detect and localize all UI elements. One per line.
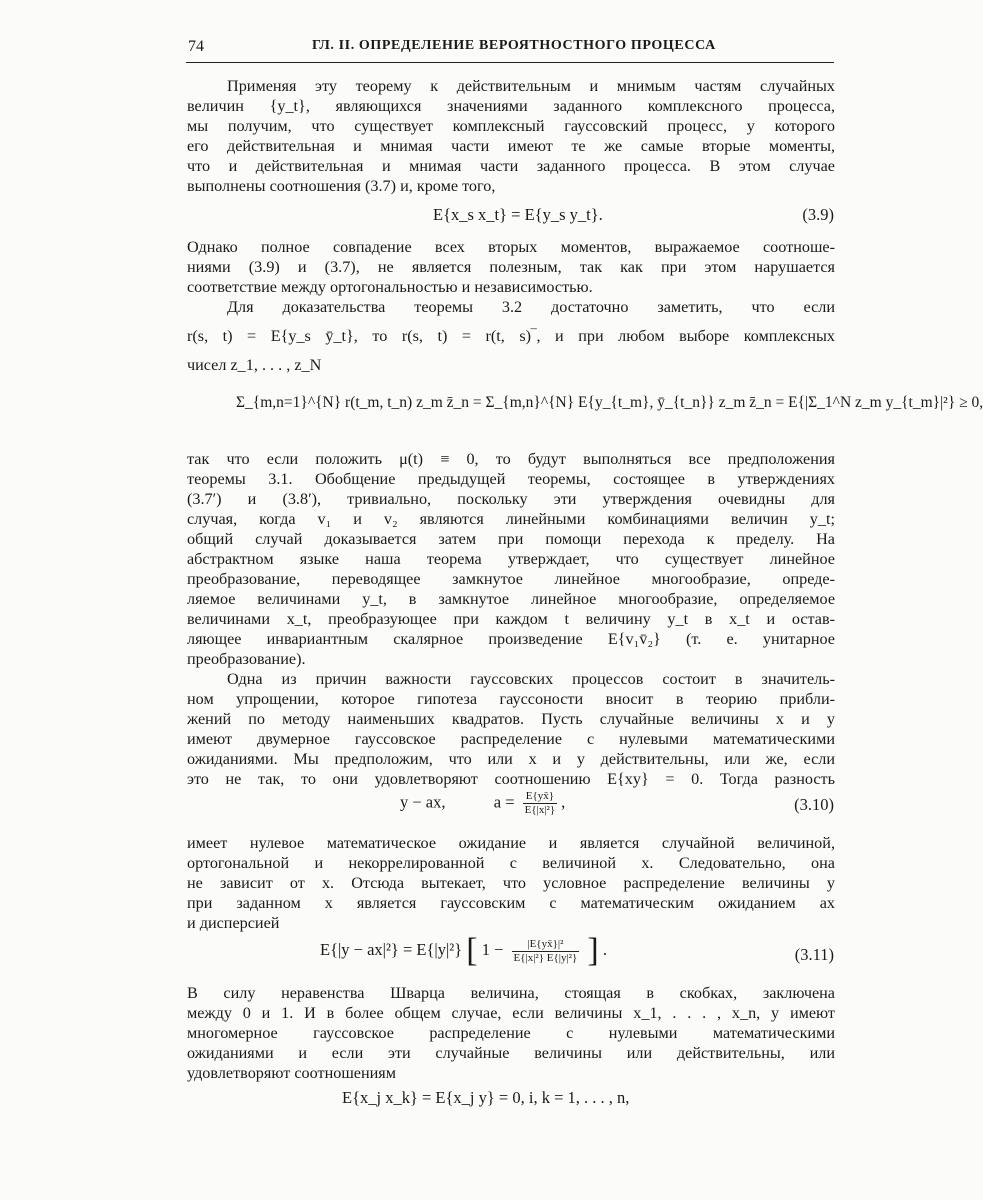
equation-last: E{x_j x_k} = E{x_j y} = 0, i, k = 1, . . . , n, bbox=[342, 1088, 630, 1107]
text-line: чисел z_1, . . . , z_N bbox=[187, 356, 322, 374]
text-line: соответствие между ортогональностью и независимостью. bbox=[187, 278, 593, 296]
equation-3-9: E{x_s x_t} = E{y_s y_t}. bbox=[433, 205, 603, 224]
text-line: величинами x_t, преобразующее при каждом t величину y_t в x_t и остав- bbox=[187, 610, 835, 628]
equation-number: (3.9) bbox=[802, 205, 834, 224]
eq-3-10-fraction bbox=[523, 790, 557, 817]
eq-3-10-left: y − ax, bbox=[400, 792, 446, 812]
text-line: величин {y_t}, являющихся значениями заданного комплексного процесса, bbox=[187, 97, 835, 115]
text-line: его действительная и мнимая части имеют те же самые вторые моменты, bbox=[187, 137, 835, 155]
text-line: ожиданиями. Мы предположим, что или x и y действительны, или же, если bbox=[187, 750, 835, 768]
text-line: (3.7′) и (3.8′), тривиально, поскольку эти утверждения очевидны для bbox=[187, 490, 835, 508]
text-line: имеет нулевое математическое ожидание и является случайной величиной, bbox=[187, 834, 835, 852]
text-line: ляющее инвариантным скалярное произведение E{v₁v̄₂} (т. е. унитарное bbox=[187, 630, 835, 648]
header-rule bbox=[186, 62, 834, 63]
eq-3-11-left: E{|y − ax|²} = E{|y|²} bbox=[320, 939, 463, 959]
equation-number: (3.11) bbox=[794, 945, 834, 964]
text-line: жений по методу наименьших квадратов. Пусть случайные величины x и y bbox=[187, 710, 835, 728]
text-line: это не так, то они удовлетворяют соотношению E{xy} = 0. Тогда разность bbox=[187, 770, 835, 788]
text-line: Применяя эту теорему к действительным и мнимым частям случайных bbox=[227, 77, 835, 95]
eq-3-10-a: a = bbox=[493, 792, 515, 812]
text-line: что и действительная и мнимая части заданного процесса. В этом случае bbox=[187, 157, 835, 175]
text-line: мы получим, что существует комплексный гауссовский процесс, у которого bbox=[187, 117, 835, 135]
text-line: Одна из причин важности гауссовских процессов состоит в значитель- bbox=[227, 670, 835, 688]
text-line: между 0 и 1. И в более общем случае, если величины x_1, . . . , x_n, y имеют bbox=[187, 1004, 835, 1022]
text-line: преобразование). bbox=[187, 650, 306, 668]
text-line: Однако полное совпадение всех вторых моментов, выражаемое соотноше- bbox=[187, 238, 835, 256]
text-line: так что если положить μ(t) ≡ 0, то будут выполняться все предположения bbox=[187, 450, 835, 468]
equation-3-10: y − ax, a = $\frac{E\{yx̄\}}{\text{E\{|x|²\}}}$ , bbox=[400, 790, 566, 816]
text-line: ортогональной и некоррелированной с величиной x. Следовательно, она bbox=[187, 854, 835, 872]
text-line: ляемое величинами y_t, в замкнутое линейное многообразие, определяемое bbox=[187, 590, 835, 608]
fraction-denominator: E{|x|²} bbox=[524, 804, 556, 816]
text-line: не зависит от x. Отсюда вытекает, что условное распределение величины y bbox=[187, 874, 835, 892]
text-line: ожиданиями и если эти случайные величины или действительны, или bbox=[187, 1044, 835, 1062]
text-line: многомерное гауссовское распределение с нулевыми математическими bbox=[187, 1024, 835, 1042]
text-line: ном упрощении, которое гипотеза гауссоности вносит в теорию прибли- bbox=[187, 690, 835, 708]
text-line: преобразование, переводящее замкнутое линейное многообразие, опреде- bbox=[187, 570, 835, 588]
text-line: имеют двумерное гауссовское распределение с нулевыми математическими bbox=[187, 730, 835, 748]
text-line: В силу неравенства Шварца величина, стоящая в скобках, заключена bbox=[187, 984, 835, 1002]
text-line: случая, когда v₁ и v₂ являются линейными комбинациями величин y_t; bbox=[187, 510, 835, 528]
eq-3-11-fraction bbox=[512, 938, 580, 965]
bracket-close: ] bbox=[587, 932, 599, 969]
running-head: ГЛ. II. ОПРЕДЕЛЕНИЕ ВЕРОЯТНОСТНОГО ПРОЦЕССА bbox=[312, 38, 716, 53]
text-line: выполнены соотношения (3.7) и, кроме того, bbox=[187, 177, 496, 195]
fraction-numerator: E{yx̄} bbox=[523, 790, 557, 804]
eq-3-11-one: 1 − bbox=[481, 939, 504, 959]
equation-sum: Σ_{m,n=1}^{N} r(t_m, t_n) z_m z̄_n = Σ_{m,n}^{N} E{y_{t_m}, ȳ_{t_n}} z_m z̄_n = E{|Σ_1^N z_m y_{t_m}|²} ≥ 0, bbox=[236, 394, 983, 411]
text-line: общий случай доказывается затем при помощи перехода к пределу. На bbox=[187, 530, 835, 548]
page-number: 74 bbox=[188, 38, 204, 55]
text-line: r(s, t) = E{y_s ȳ_t}, то r(s, t) = r(t, s)‾, и при любом выборе комплексных bbox=[187, 327, 835, 345]
text-line: теоремы 3.1. Обобщение предыдущей теоремы, состоящее в утверждениях bbox=[187, 470, 835, 488]
fraction-numerator: |E{yx̄}|² bbox=[512, 938, 580, 952]
equation-number: (3.10) bbox=[794, 795, 834, 814]
text-line: абстрактном языке наша теорема утверждает, что существует линейное bbox=[187, 550, 835, 568]
text-line: удовлетворяют соотношениям bbox=[187, 1064, 396, 1082]
bracket-open: [ bbox=[466, 932, 478, 969]
fraction-denominator: E{|x|²} E{|y|²} bbox=[513, 951, 578, 964]
text-line: при заданном x является гауссовским с математическим ожиданием ax bbox=[187, 894, 835, 912]
text-line: ниями (3.9) и (3.7), не является полезным, так как при этом нарушается bbox=[187, 258, 835, 276]
text-line: Для доказательства теоремы 3.2 достаточно заметить, что если bbox=[227, 298, 835, 316]
text-line: и дисперсией bbox=[187, 914, 280, 932]
equation-3-11: E{|y − ax|²} = E{|y|²} [ 1 − $\frac{\text{|E\{yx̄\}|²}}{\text{E\{|x|²\} E\{|y|²\}}}$ ] . bbox=[320, 932, 607, 969]
